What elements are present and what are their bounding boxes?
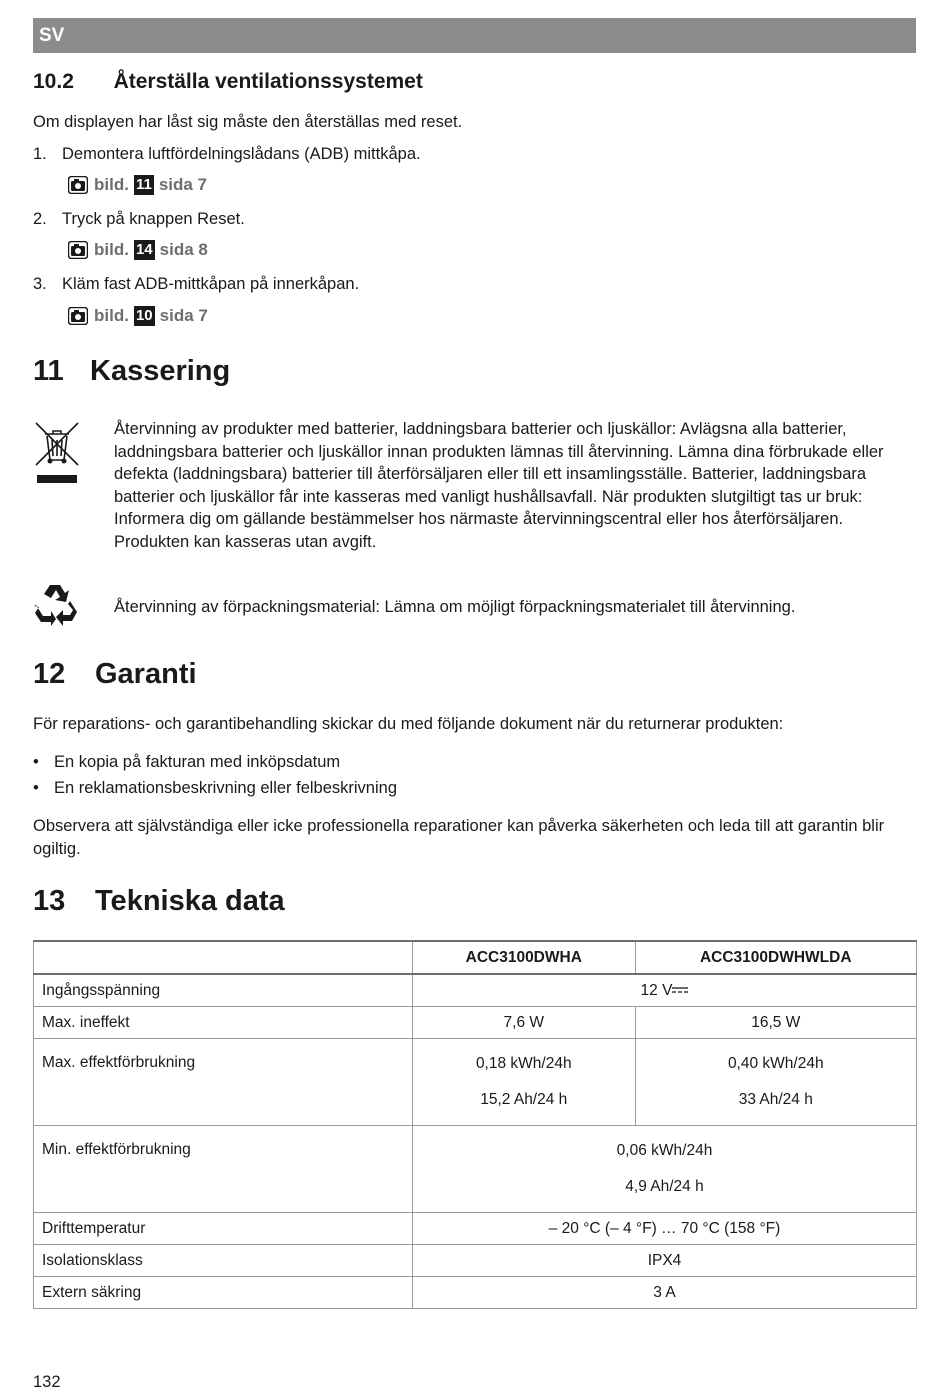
cell-value	[413, 1126, 917, 1213]
section-title: Återställa ventilationssystemet	[113, 70, 423, 93]
table-row	[34, 1039, 917, 1126]
step-2	[33, 208, 245, 231]
recycle-icon	[33, 583, 79, 627]
camera-icon	[68, 176, 88, 194]
ref-word: bild.	[94, 175, 129, 194]
figure-reference[interactable]	[68, 306, 208, 326]
section-number: 12	[33, 658, 66, 690]
warranty-intro: För reparations- och garantibehandling skickar du med följande dokument när du returnerar produkten:	[33, 715, 784, 733]
list-item	[33, 751, 341, 774]
row-label: Extern säkring	[34, 1277, 413, 1309]
camera-icon	[68, 241, 88, 259]
cell-value: 7,6 W	[413, 1007, 636, 1039]
column-header: ACC3100DWHA	[413, 941, 636, 974]
warranty-note: Observera att självständiga eller icke professionella reparationer kan påverka säkerheten och leda till att garantin blir ogiltig.	[33, 817, 885, 858]
energy-value: 0,06 kWh/24h	[616, 1142, 713, 1159]
recycle-text: Återvinning av förpackningsmaterial: Lämna om möjligt förpackningsmaterialet till återvinning.	[114, 598, 796, 616]
step-number: 2.	[33, 210, 47, 228]
figure-reference[interactable]	[68, 240, 208, 260]
figure-number: 10	[135, 307, 153, 324]
section-title: Garanti	[95, 658, 197, 690]
step-text: Kläm fast ADB-mittkåpan på innerkåpan.	[62, 275, 360, 293]
weee-bin-icon	[33, 420, 81, 488]
step-1	[33, 143, 421, 166]
charge-value: 4,9 Ah/24 h	[625, 1178, 704, 1195]
cell-value: 3 A	[413, 1277, 917, 1309]
list-item-text: En reklamationsbeskrivning eller felbeskrivning	[54, 779, 397, 797]
bullet: •	[33, 753, 39, 771]
page-ref: sida 8	[159, 240, 208, 259]
figure-number: 11	[135, 176, 152, 193]
charge-value: 33 Ah/24 h	[738, 1091, 813, 1108]
row-label: Isolationsklass	[34, 1245, 413, 1277]
ref-word: bild.	[94, 240, 129, 259]
row-label: Max. effektförbrukning	[34, 1039, 413, 1126]
section-title: Tekniska data	[95, 885, 285, 917]
table-header-empty	[34, 941, 413, 974]
bullet: •	[33, 779, 39, 797]
section-number: 13	[33, 885, 66, 917]
page-ref: sida 7	[158, 175, 208, 194]
page-number: 132	[33, 1373, 61, 1391]
cell-value	[413, 1039, 636, 1126]
step-text: Tryck på knappen Reset.	[62, 210, 245, 228]
energy-value: 0,40 kWh/24h	[727, 1055, 824, 1072]
section-11-heading	[33, 355, 231, 388]
row-label: Min. effektförbrukning	[34, 1126, 413, 1213]
voltage-value: 12 V	[640, 981, 673, 999]
table-row	[34, 1245, 917, 1277]
row-label: Ingångsspänning	[34, 974, 413, 1007]
cell-value	[413, 974, 917, 1007]
page-ref: sida 7	[159, 306, 208, 325]
weee-text: Återvinning av produkter med batterier, laddningsbara batterier och ljuskällor: Avlägsna alla batterier, laddningsbara batterier och ljuskällor innan produkten lämnas till återvinning. Lämna dina förbrukade eller defekta (laddningsbara) batterier till återförsäljaren eller till ett insamlingsställe. Batterier, laddningsbara batterier och ljuskällor får inte kasseras med vanligt hushållsavfall. När produkten slutgiltigt tas ur bruk: Informera dig om gällande bestämmelser hos närmaste återvinningscentral eller hos återförsäljaren. Produkten kan kasseras utan avgift.	[114, 420, 884, 551]
list-item-text: En kopia på fakturan med inköpsdatum	[54, 753, 341, 771]
step-3	[33, 273, 360, 296]
cell-value	[635, 1039, 916, 1126]
section-10-2-heading	[33, 70, 423, 94]
section-number: 10.2	[33, 70, 74, 93]
table-row	[34, 1007, 917, 1039]
charge-value: 15,2 Ah/24 h	[480, 1091, 568, 1108]
technical-data-table	[33, 940, 917, 1309]
ref-word: bild.	[94, 306, 129, 325]
language-bar	[33, 18, 916, 53]
column-header: ACC3100DWHWLDA	[635, 941, 916, 974]
section-10-2-intro: Om displayen har låst sig måste den återställas med reset.	[33, 113, 463, 131]
step-text: Demontera luftfördelningslådans (ADB) mittkåpa.	[62, 145, 421, 163]
table-row	[34, 974, 917, 1007]
section-number: 11	[33, 355, 64, 387]
step-number: 1.	[33, 145, 47, 163]
cell-value: 16,5 W	[635, 1007, 916, 1039]
language-code: SV	[39, 25, 65, 46]
table-row	[34, 1213, 917, 1245]
list-item	[33, 777, 397, 800]
figure-number: 14	[135, 241, 153, 258]
section-13-heading	[33, 885, 285, 918]
row-label: Max. ineffekt	[34, 1007, 413, 1039]
table-row	[34, 1277, 917, 1309]
dc-symbol-icon	[672, 985, 688, 995]
energy-value: 0,18 kWh/24h	[475, 1055, 572, 1072]
figure-reference[interactable]	[68, 175, 207, 195]
section-12-heading	[33, 658, 197, 691]
camera-icon	[68, 307, 88, 325]
row-label: Drifttemperatur	[34, 1213, 413, 1245]
cell-value: – 20 °C (– 4 °F) … 70 °C (158 °F)	[413, 1213, 917, 1245]
table-header-row	[34, 941, 917, 974]
section-title: Kassering	[90, 355, 231, 387]
step-number: 3.	[33, 275, 47, 293]
table-row	[34, 1126, 917, 1213]
cell-value: IPX4	[413, 1245, 917, 1277]
